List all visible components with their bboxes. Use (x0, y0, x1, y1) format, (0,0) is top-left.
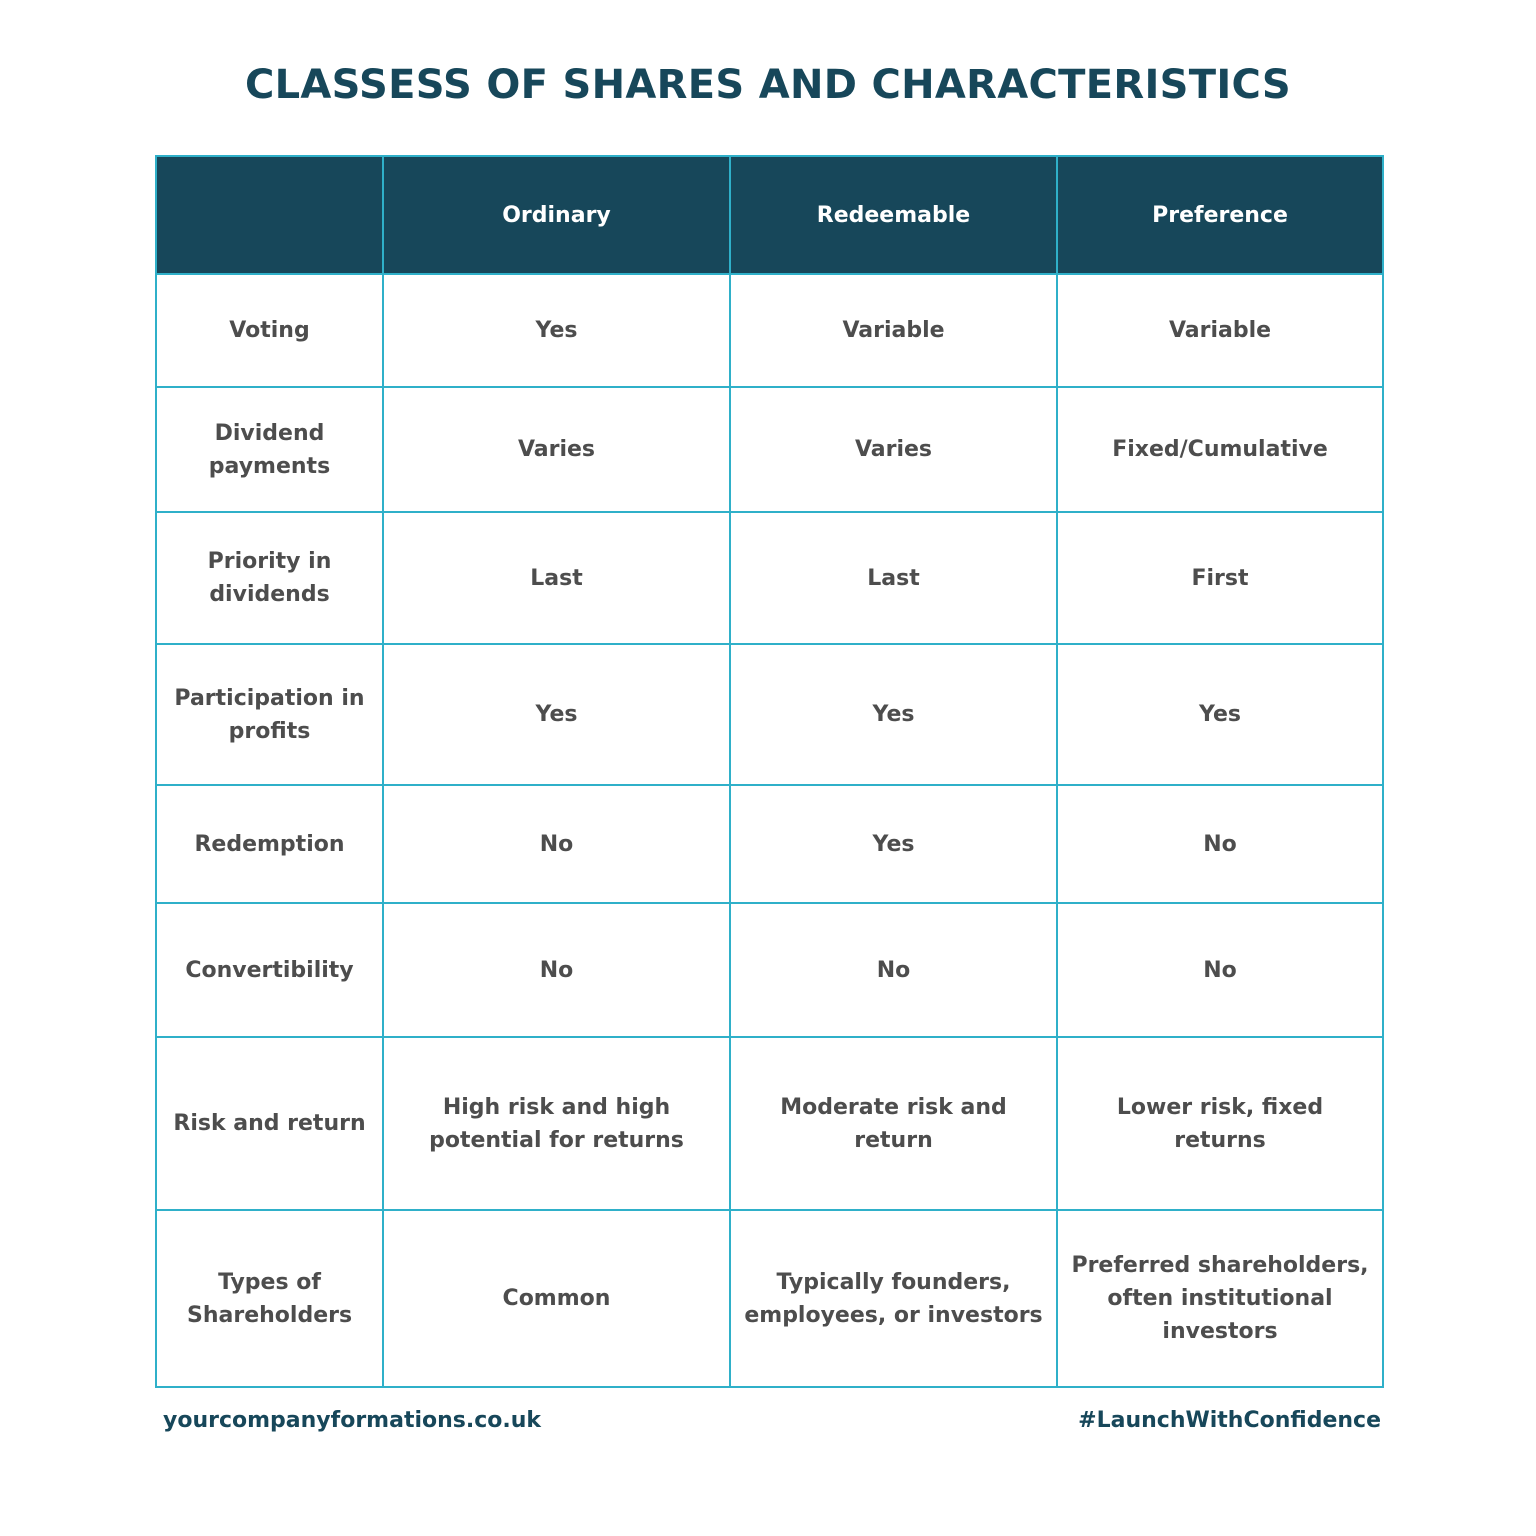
table-cell: Varies (383, 387, 730, 512)
table-row (156, 644, 1383, 785)
header-redeemable: Redeemable (730, 156, 1057, 274)
table-row (156, 903, 1383, 1037)
table-row (156, 1210, 1383, 1387)
table-cell: No (383, 785, 730, 903)
row-label: Participation in profits (156, 644, 383, 785)
table-cell: No (730, 903, 1057, 1037)
row-label: Convertibility (156, 903, 383, 1037)
table-cell: Yes (730, 644, 1057, 785)
row-label: Voting (156, 274, 383, 387)
header-preference: Preference (1057, 156, 1383, 274)
table-cell: Last (730, 512, 1057, 644)
table-row (156, 274, 1383, 387)
page-title: CLASSESS OF SHARES AND CHARACTERISTICS (244, 62, 1292, 108)
table-cell: No (1057, 903, 1383, 1037)
table-row (156, 387, 1383, 512)
table-cell: First (1057, 512, 1383, 644)
footer-website-link[interactable]: yourcompanyformations.co.uk (163, 1408, 542, 1433)
table-cell: Fixed/Cumulative (1057, 387, 1383, 512)
row-label: Dividend payments (156, 387, 383, 512)
row-label: Risk and return (156, 1037, 383, 1210)
table-cell: Preferred shareholders, often institutional investors (1057, 1210, 1383, 1387)
table-cell: Moderate risk and return (730, 1037, 1057, 1210)
table-cell: Varies (730, 387, 1057, 512)
table-cell: Yes (383, 274, 730, 387)
table-cell: Variable (1057, 274, 1383, 387)
share-classes-table (155, 155, 1384, 1388)
table-cell: Last (383, 512, 730, 644)
table-row (156, 512, 1383, 644)
table-header-row (156, 156, 1383, 274)
header-empty-cell (156, 156, 383, 274)
header-ordinary: Ordinary (383, 156, 730, 274)
table-cell: Yes (1057, 644, 1383, 785)
table-row (156, 1037, 1383, 1210)
table-cell: Typically founders, employees, or investors (730, 1210, 1057, 1387)
table-cell: Yes (730, 785, 1057, 903)
table-cell: Common (383, 1210, 730, 1387)
row-label: Priority in dividends (156, 512, 383, 644)
table-cell: No (383, 903, 730, 1037)
table-cell: High risk and high potential for returns (383, 1037, 730, 1210)
footer-hashtag: #LaunchWithConfidence (1078, 1408, 1381, 1433)
table-cell: No (1057, 785, 1383, 903)
table-cell: Variable (730, 274, 1057, 387)
row-label: Redemption (156, 785, 383, 903)
row-label: Types of Shareholders (156, 1210, 383, 1387)
table-cell: Yes (383, 644, 730, 785)
table-cell: Lower risk, fixed returns (1057, 1037, 1383, 1210)
table-row (156, 785, 1383, 903)
